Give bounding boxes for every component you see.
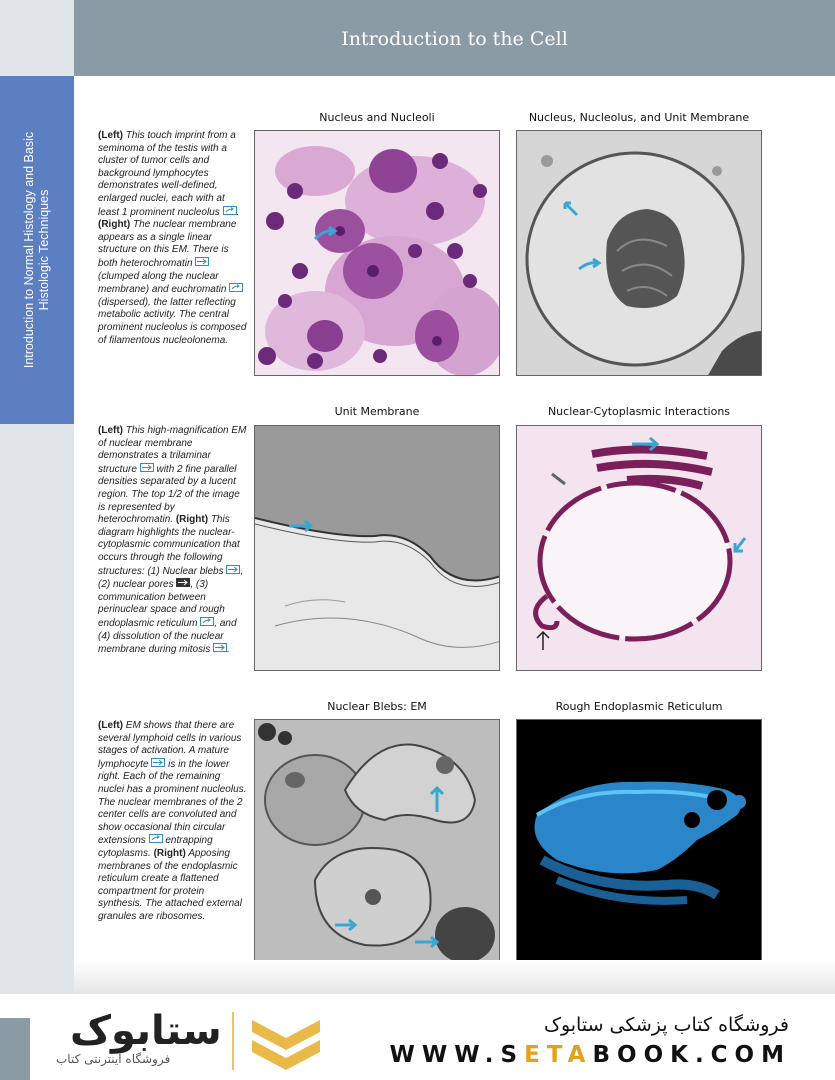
page-title: Introduction to the Cell: [341, 28, 568, 50]
store-url[interactable]: WWW.SETABOOK.COM: [389, 1042, 791, 1068]
figure-title-nuclear-cytoplasmic: Nuclear-Cytoplasmic Interactions: [547, 405, 731, 418]
figure-title-nuclear-blebs: Nuclear Blebs: EM: [327, 700, 427, 713]
figure-title-unit-membrane-nucleus: Nucleus, Nucleolus, and Unit Membrane: [528, 111, 750, 124]
footer-shadow: [74, 960, 835, 994]
sidebar: [0, 76, 74, 1024]
solid-arrow-icon: [176, 578, 190, 587]
arrow-icon: [195, 257, 209, 266]
em-nuclear-blebs: [254, 719, 500, 965]
store-logo-subtitle: فروشگاه اینترنتی کتاب: [56, 1052, 171, 1066]
caption-section-3: (Left) EM shows that there are several lymphoid cells in various stages of activation. A mature lymphocyte is in the lower right. Each of the remaining nuclei has a prominent nucleolus. The nuclear membranes of the 2 center cells are convoluted and show occasional thin circular extensions entrapping cytoplasms. (Right) Apposing membranes of the endoplasmic reticulum create a flattened compartment for protein synthesis. The attached external granules are ribosomes.: [98, 720, 247, 922]
diagram-rough-er: [516, 719, 762, 965]
footer-left-strip: [0, 1018, 30, 1080]
diagram-nuclear-cytoplasmic: [516, 425, 762, 671]
curved-arrow-icon: [200, 617, 214, 626]
em-nucleus-nucleolus: [516, 130, 762, 376]
store-name: فروشگاه کتاب پزشکی ستابوک: [543, 1014, 789, 1036]
chapter-tab-label: Introduction to Normal Histology and Basic Histologic Techniques: [22, 131, 51, 369]
logo-divider: [232, 1012, 234, 1070]
header-left-strip: [0, 0, 74, 76]
chapter-tab[interactable]: [0, 76, 74, 424]
arrow-icon: [213, 643, 227, 652]
arrow-icon: [226, 565, 240, 574]
arrow-icon: [151, 758, 165, 767]
micrograph-nucleus-nucleoli: [254, 130, 500, 376]
footer-banner: [0, 994, 835, 1080]
figure-title-rough-er: Rough Endoplasmic Reticulum: [555, 700, 723, 713]
curved-arrow-icon: [149, 834, 163, 843]
caption-section-1: (Left) This touch imprint from a seminoma of the testis with a cluster of tumor cells and background lymphocytes demonstrates well-defined, enlarged nuclei, each with at least 1 prominent nucleolus . (Right) The nuclear membrane appears as a single linear structure on this EM. There is both heterochromatin (clumped along the nuclear membrane) and euchromatin (dispersed), the latter reflecting metabolic activity. The central prominent nucleolus is composed of filamentous nucleolonema.: [98, 130, 247, 346]
chevron-logo-icon: [248, 1014, 324, 1070]
header-bar: [0, 0, 835, 76]
figure-title-nucleus-nucleoli: Nucleus and Nucleoli: [319, 111, 435, 124]
arrow-icon: [140, 463, 154, 472]
store-logo-text: ستابوک: [70, 1008, 222, 1054]
figure-title-unit-membrane: Unit Membrane: [334, 405, 420, 418]
caption-section-2: (Left) This high-magnification EM of nuclear membrane demonstrates a trilaminar structure with 2 fine parallel densities separated by a lucent region. The top 1/2 of the image is represented by heterochromatin. (Right) This diagram highlights the nuclear-cytoplasmic communication that occurs through the following structures: (1) Nuclear blebs , (2) nuclear pores , (3) communication between perinuclear space and rough endoplasmic reticulum , and (4) dissolution of the nuclear membrane during mitosis .: [98, 425, 247, 656]
curved-arrow-icon: [229, 283, 243, 292]
em-unit-membrane: [254, 425, 500, 671]
curved-arrow-icon: [223, 206, 237, 215]
